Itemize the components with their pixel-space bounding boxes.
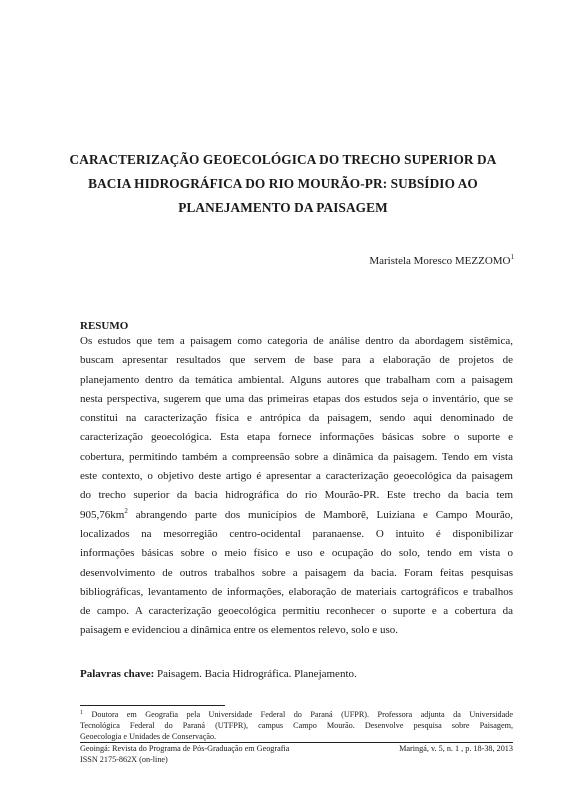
abstract-line-area	[80, 506, 513, 525]
title-line: PLANEJAMENTO DA PAISAGEM	[178, 200, 388, 215]
abstract-line: cobertura, permitindo também a compreensão sobre a dinâmica da paisagem. Tendo em vista	[80, 450, 513, 463]
abstract-line: desenvolvimento de outros trabalhos sobre a paisagem da bacia. Foram feitas pesquisas	[80, 566, 513, 579]
area-rest: abrangendo parte dos municípios de Mamborê, Luiziana e Campo Mourão,	[127, 508, 513, 521]
keywords-text: Paisagem. Bacia Hidrográfica. Planejamento.	[154, 668, 357, 680]
abstract-line: bibliográficas, levantamento de informações, elaboração de materiais cartográficos e trabalhos	[80, 585, 513, 598]
footnote	[80, 709, 513, 742]
abstract-line: buscam apresentar resultados que servem de base para a elaboração de projetos de	[80, 354, 513, 367]
footer-journal: Geoingá: Revista do Programa de Pós-Graduação em Geografia	[80, 744, 290, 753]
keywords-label: Palavras chave:	[80, 668, 155, 680]
footnote-line	[80, 709, 513, 720]
area-exponent: 2	[124, 506, 128, 515]
abstract-body	[80, 332, 513, 641]
abstract-line: do trecho superior da bacia hidrográfica do rio Mourão-PR. Este trecho da bacia tem	[80, 489, 513, 502]
footnote-text: Doutora em Geografia pela Universidade Federal do Paraná (UFPR). Professora adjunta da Universidade	[83, 710, 513, 719]
author-footnote-mark: 1	[510, 253, 514, 261]
keywords	[80, 668, 357, 680]
title-line: BACIA HIDROGRÁFICA DO RIO MOURÃO-PR: SUBSÍDIO AO	[88, 176, 478, 191]
title-line: CARACTERIZAÇÃO GEOECOLÓGICA DO TRECHO SUPERIOR DA	[69, 152, 497, 167]
footer-issue: Maringá, v. 5, n. 1 , p. 18-38, 2013	[399, 744, 513, 753]
abstract-line: constitui na caracterização física e antrópica da paisagem, sendo aqui denominado de	[80, 412, 513, 425]
footnote-mark: 1	[80, 710, 83, 716]
author-name: Maristela Moresco MEZZOMO	[369, 255, 511, 267]
area-value: 905,76km	[80, 508, 125, 521]
footnote-line: Geoecologia e Unidades de Conservação.	[80, 732, 217, 741]
abstract-heading: RESUMO	[80, 320, 129, 332]
abstract-line: caracterização geoecológica. Esta etapa fornece informações básicas sobre o suporte e	[80, 431, 513, 444]
paper-title	[60, 148, 506, 220]
abstract-line: paisagem e evidenciou a dinâmica entre os elementos relevo, solo e uso.	[80, 624, 398, 637]
abstract-line: informações básicas sobre o meio físico e uso e ocupação do solo, tendo em vista o	[80, 547, 513, 560]
abstract-line: localizados na mesorregião centro-ocidental paranaense. O intuito é disponibilizar	[80, 527, 513, 540]
footer-issn: ISSN 2175-862X (on-line)	[80, 755, 168, 764]
author-line	[369, 255, 514, 267]
abstract-line: planejamento dentro da temática ambiental. Alguns autores que trabalham com a paisagem	[80, 373, 513, 386]
footnote-divider	[80, 705, 225, 706]
abstract-line: Os estudos que tem a paisagem como categoria de análise dentro da abordagem sistêmica,	[80, 335, 513, 347]
footnote-line: Tecnológica Federal do Paraná (UTFPR), campus Campo Mourão. Desenvolve pesquisa sobre Paisagem,	[80, 721, 513, 730]
abstract-line: de campo. A caracterização geoecológica permitiu reconhecer o suporte e a cobertura da	[80, 605, 513, 618]
abstract-line: nesta perspectiva, sugerem que uma das primeiras etapas dos estudos seja o inventário, que se	[80, 392, 513, 405]
abstract-line: este contexto, o objetivo deste artigo é apresentar a caracterização geoecológica da paisagem	[80, 470, 513, 483]
